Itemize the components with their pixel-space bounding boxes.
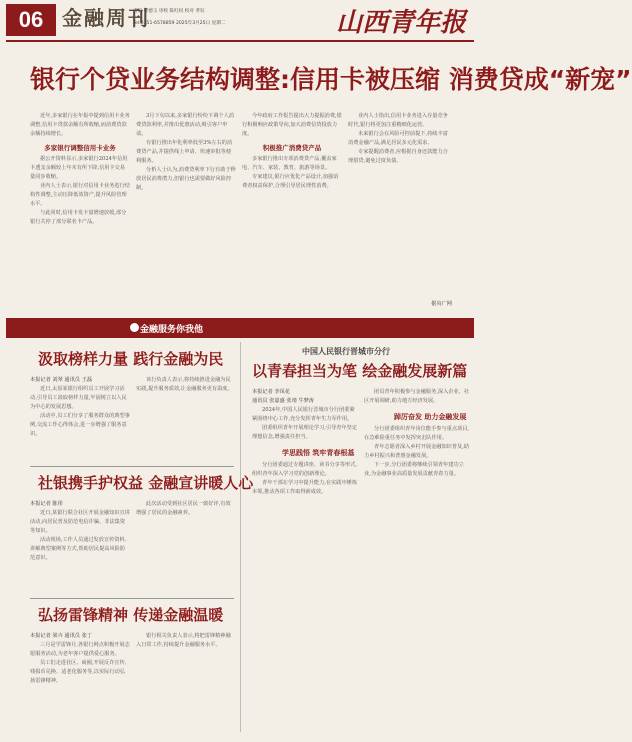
date-line: Tel:0351-6578859 2025年3月25日 星期二 <box>133 21 226 26</box>
subhead: 多家银行调整信用卡业务 <box>44 144 116 152</box>
paragraph: 3月下旬以来,多家银行纷纷下调个人消费贷款利率,并推出优惠活动,吸引客户申请。 <box>136 113 234 137</box>
masthead-rule <box>6 40 474 42</box>
coin-icon <box>130 323 139 332</box>
paragraph: 专家建议,银行应优化产品设计,加强消费者权益保护,合理引导居民理性消费。 <box>242 174 339 189</box>
editor-info: 责编 曹德玉 审校 陈红权 校对 孝钰 <box>133 9 205 14</box>
byline: 通讯员 张嘉盛 张靖 牛梦涛 <box>252 398 315 404</box>
article-body <box>136 500 234 595</box>
subhead: 学思践悟 筑牢青春根基 <box>282 449 355 457</box>
paragraph: 2024年,中国人民银行晋城市分行团委紧紧围绕中心工作,充分发挥青年生力军作用。 <box>252 407 355 422</box>
byline: 本报记者 刘翠 通讯员 王磊 <box>30 377 93 383</box>
paragraph: 据公开资料显示,多家银行2024年信用卡透支余额较上年末有所下降,信用卡交易量同步收缩。 <box>30 156 128 180</box>
paragraph: 多家银行推出专项消费贷产品,覆盖家电、汽车、家装、教育、旅游等场景。 <box>242 156 337 171</box>
article-title: 汲取榜样力量 践行金融为民 <box>38 350 224 368</box>
lead-column-1 <box>30 112 130 312</box>
section-band-label: 金融服务你我他 <box>140 325 204 335</box>
article-title: 社银携手护权益 金融宣讲暖人心 <box>38 474 254 492</box>
paragraph: 员工们走进社区、商圈,开展反诈宣传、残损币兑换、适老化服务等,以实际行动弘扬雷锋精神。 <box>30 660 130 684</box>
paragraph: 此次活动受到社区居民一致好评,有效增强了居民的金融素养。 <box>136 501 231 516</box>
lead-column-4 <box>348 112 448 297</box>
newspaper-name: 山西青年报 <box>335 8 466 38</box>
paragraph: 分行团委组织青年岗位能手参与重点项目,在急难险重任务中发挥突击队作用。 <box>364 426 470 441</box>
paragraph: 近年,多家银行在年报中提到信用卡业务调整,信用卡贷款余额有所收缩,而消费贷款余额持续增长。 <box>30 113 130 137</box>
paragraph: 分行团委通过专题讲座、读书分享等形式,组织青年深入学习党的创新理论。 <box>252 462 358 477</box>
paragraph: 下一步,分行团委将继续引领青年建功立业,为金融事业高质量发展贡献青春力量。 <box>364 462 464 477</box>
paragraph: 与此同时,信用卡发卡量增速放缓,部分银行关停了部分联名卡产品。 <box>30 210 127 225</box>
paragraph: 三月是学雷锋月,各银行网点积极开展志愿服务活动,为老年客户提供爱心服务。 <box>30 642 130 657</box>
paragraph: 青年干部在学习中提升能力,在实践中锤炼本领,推动各项工作取得新成效。 <box>252 480 358 495</box>
divider <box>30 466 234 467</box>
subhead: 积极推广消费贷产品 <box>262 144 322 152</box>
article-body <box>136 632 234 732</box>
byline: 本报记者 李凤花 <box>252 389 290 395</box>
subhead: 踔厉奋发 助力金融发展 <box>394 413 467 421</box>
byline: 本报记者 陈彤 <box>30 501 63 507</box>
divider <box>30 598 234 599</box>
paragraph: 业内人士表示,银行对信用卡业务进行结构性调整,主动压降低效资产,提升风险管理水平。 <box>30 183 130 207</box>
paragraph: 近日,太原某银行组织员工开展学习活动,引导员工汲取榜样力量,牢固树立以人民为中心的发展思想。 <box>30 386 127 410</box>
lead-column-3 <box>242 112 342 312</box>
article-title: 弘扬雷锋精神 传递金融温暖 <box>38 606 224 624</box>
byline: 本报记者 梁卉 通讯员 张丁 <box>30 633 93 639</box>
article-body <box>252 388 358 732</box>
article-body <box>30 632 130 732</box>
article-kicker: 中国人民银行晋城市分行 <box>302 347 390 356</box>
paragraph: 活动现场,工作人员通过发放宣传资料、讲解典型案例等方式,帮助居民提高风险防范意识。 <box>30 537 130 561</box>
article-body <box>136 376 234 461</box>
section-title: 金融周刊 <box>62 6 150 30</box>
paragraph: 专家提醒消费者,应根据自身还款能力合理借贷,避免过度负债。 <box>348 149 448 164</box>
article-body <box>364 388 470 732</box>
article-source: 据央广网 <box>431 301 452 307</box>
lead-headline: 银行个贷业务结构调整:信用卡被压缩 消费贷成“新宠” <box>30 65 632 94</box>
article-body <box>30 500 130 595</box>
paragraph: 团员青年积极参与金融服务,深入企业、社区开展调研,助力地方经济发展。 <box>364 389 470 404</box>
paragraph: 团委组织青年开展理论学习,引导青年坚定理想信念,增强责任担当。 <box>252 425 358 440</box>
paragraph: 近日,某银行联合社区开展金融知识宣讲活动,向居民普及防范电信诈骗、非法集资等知识。 <box>30 510 130 534</box>
paragraph: 该行负责人表示,将持续推进金融为民实践,提升服务质效,让金融服务更有温度。 <box>136 377 233 392</box>
section-band <box>6 318 474 338</box>
column-divider <box>240 342 241 732</box>
paragraph: 银行相关负责人表示,将把雷锋精神融入日常工作,持续提升金融服务水平。 <box>136 633 231 648</box>
paragraph: 未来银行会在风险可控前提下,持续丰富消费金融产品,满足居民多元化需求。 <box>348 131 448 146</box>
paragraph: 青年志愿者深入乡村开展金融知识普及,助力乡村振兴和普惠金融发展。 <box>364 444 470 459</box>
article-body <box>30 376 130 461</box>
paragraph: 有银行推出年化利率低至3%左右的消费贷产品,并提供线上申请、快速审批等便利服务。 <box>136 140 233 164</box>
paragraph: 业内人士指出,信用卡业务进入存量竞争时代,银行将更加注重精细化运营。 <box>348 113 448 128</box>
paragraph: 活动中,员工们分享了服务群众的典型事例,交流工作心得体会,进一步增强了服务意识。 <box>30 413 130 437</box>
masthead <box>0 0 480 40</box>
page-number: 06 <box>6 4 56 36</box>
paragraph: 今年政府工作报告提出大力提振消费,银行积极响应政策导向,加大消费信贷投放力度。 <box>242 113 342 137</box>
paragraph: 分析人士认为,消费贷利率下行有助于释放居民消费潜力,但银行也需要做好风险控制。 <box>136 167 236 191</box>
article-title: 以青春担当为笔 绘金融发展新篇 <box>252 362 468 380</box>
lead-column-2 <box>136 112 236 312</box>
